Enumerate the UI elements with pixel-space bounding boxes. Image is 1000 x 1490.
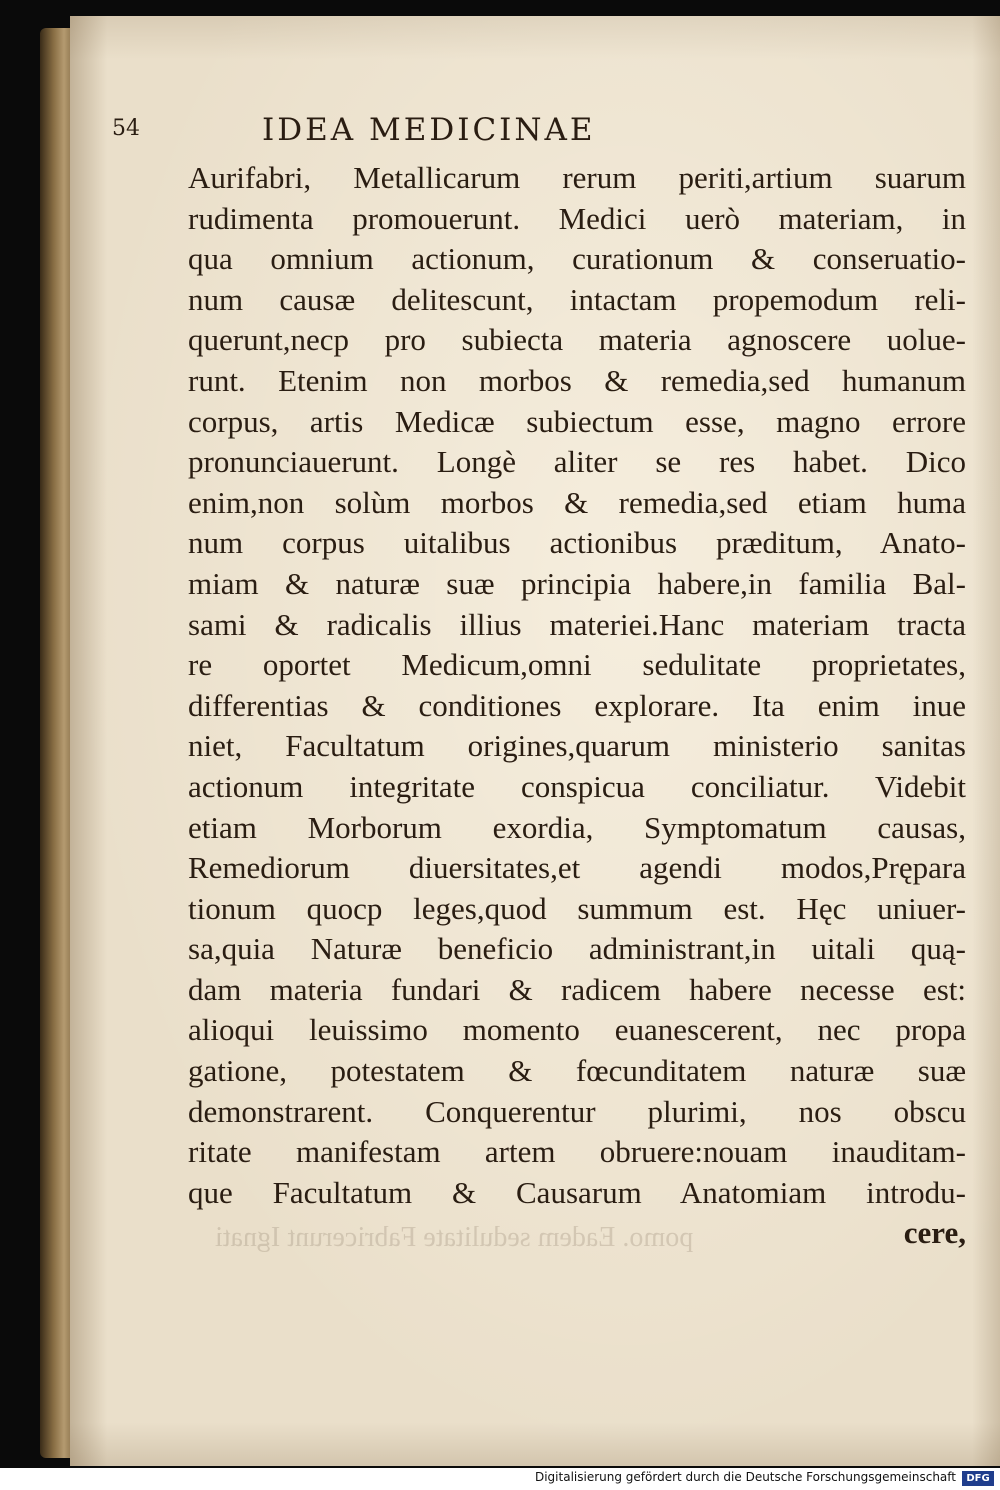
text-line: ritate manifestam artem obruere:nouam inauditam- [188,1134,966,1170]
text-line: que Facultatum & Causarum Anatomiam introdu- [188,1174,966,1210]
running-head: IDEA MEDICINAE [262,112,596,148]
text-line: qua omnium actionum, curationum & conseruatio- [188,241,966,277]
bleed-through-text: pomo. Eadem sedulitate Fabricerunt Ignati [215,1222,694,1253]
funding-credit: Digitalisierung gefördert durch die Deutsche Forschungsgemeinschaft [534,1470,956,1484]
text-line: tionum quocp leges,quod summum est. Hęc uniuer- [188,890,966,926]
body-text [188,158,966,1253]
text-line: miam & naturæ suæ principia habere,in familia Bal- [188,565,966,601]
text-line: corpus, artis Medicæ subiectum esse, magno errore [188,403,966,439]
text-line: differentias & conditiones explorare. Ita enim inue [188,687,966,723]
text-line: num corpus uitalibus actionibus præditum, Anato- [188,525,966,561]
text-line: Remediorum diuersitates,et agendi modos,Prępara [188,850,966,886]
text-line: alioqui leuissimo momento euanescerent, nec propa [188,1012,966,1048]
text-line: etiam Morborum exordia, Symptomatum causas, [188,809,966,845]
catchword: cere, [903,1215,966,1251]
text-line: num causæ delitescunt, intactam propemodum reli- [188,281,966,317]
text-line: pronunciauerunt. Longè aliter se res habet. Dico [188,444,966,480]
text-line: runt. Etenim non morbos & remedia,sed humanum [188,362,966,398]
text-line: Aurifabri, Metallicarum rerum periti,artium suarum [188,160,966,195]
text-line: gatione, potestatem & fœcunditatem naturæ suæ [188,1053,966,1089]
text-line: sami & radicalis illius materiei.Hanc materiam tracta [188,606,966,642]
text-line: dam materia fundari & radicem habere necesse est: [188,971,966,1007]
dfg-logo-icon: DFG [962,1471,994,1486]
footer-strip [0,1468,1000,1490]
text-line: sa,quia Naturæ beneficio administrant,in uitali quą- [188,931,966,967]
text-line: rudimenta promouerunt. Medici uerò materiam, in [188,200,966,236]
text-line: querunt,necp pro subiecta materia agnoscere uolue- [188,322,966,358]
text-line: demonstrarent. Conquerentur plurimi, nos obscu [188,1093,966,1129]
text-line: actionum integritate conspicua conciliatur. Videbit [188,768,966,804]
text-line: re oportet Medicum,omni sedulitate proprietates, [188,647,966,683]
page-header [112,112,812,152]
text-line: enim,non solùm morbos & remedia,sed etiam huma [188,484,966,520]
text-line: niet, Facultatum origines,quarum ministerio sanitas [188,728,966,764]
page-number: 54 [112,116,140,141]
